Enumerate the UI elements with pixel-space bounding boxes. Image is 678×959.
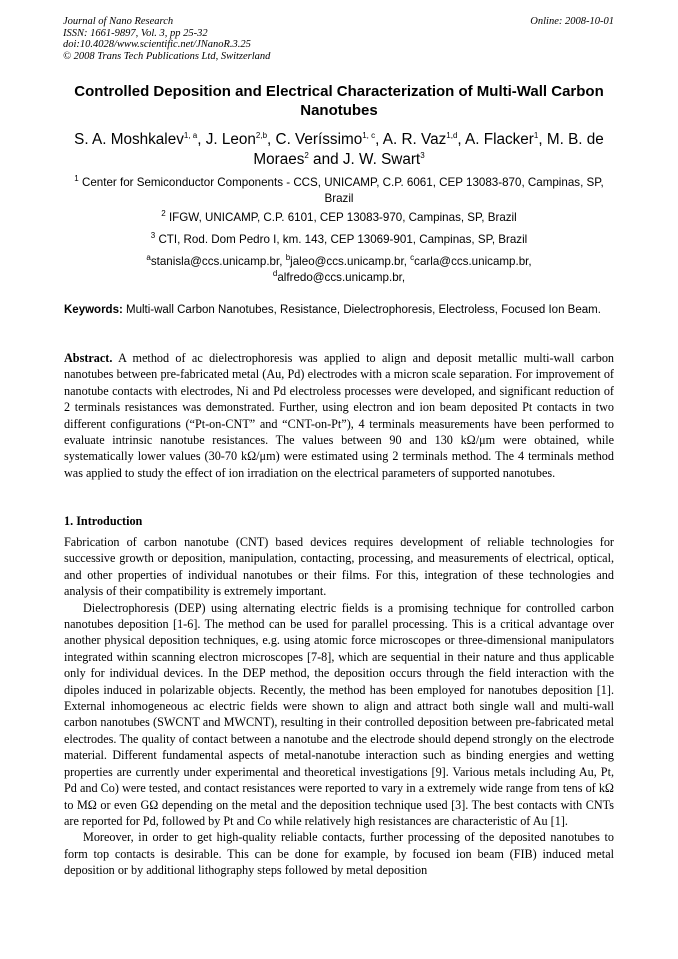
journal-issn: ISSN: 1661-9897, Vol. 3, pp 25-32 [63, 27, 208, 39]
keywords-text: Multi-wall Carbon Nanotubes, Resistance, Dielectrophoresis, Electroless, Focused Ion Beam. [126, 304, 601, 316]
journal-copyright: © 2008 Trans Tech Publications Ltd, Switzerland [63, 50, 271, 62]
paragraph: Dielectrophoresis (DEP) using alternating electric fields is a promising technique for controlled carbon nanotubes deposition [1-6]. The method can be used for parallel processing. This is a critical advantage over another physical deposition techniques, e.g. using atomic force microscopes or three-dimensional manipulators integrated within scanning electron microscopes [7-8], which are sequential in their nature and thus applicable only for individual devices. In the DEP method, the deposition occurs through the field interaction with the dipoles induced in polarizable objects. Recently, the method has been employed for nanotubes deposition [1]. External inhomogeneous ac electric fields were shown to align and attract both single wall and multi-wall carbon nanotubes (SWCNT and MWCNT), resulting in their controlled deposition between pre-fabricated metal electrodes. The quality of contact between a nanotube and the electrode should depend strongly on the electrode material. Different fundamental aspects of metal-nanotube interaction such as binding energies and wetting properties are currently under experimental and theoretical investigations [9]. Various metals including Au, Pt, Pd and Co) were tested, and contact resistances were reported to vary in a extremely wide range from tens of kΩ to MΩ or even GΩ depending on the metal and the deposition technique used [3]. The best contacts with CNTs are reported for Pd, followed by Pt and Co while relatively high resistances are characteristic of Au [1]. [64, 600, 614, 828]
email-link[interactable]: jaleo@ccs.unicamp.br, [290, 255, 411, 268]
keywords-label: Keywords: [64, 304, 123, 316]
abstract-text: A method of ac dielectrophoresis was applied to align and deposit metallic multi-wall carbon nanotubes between pre-fabricated metal (Au, Pd) electrodes with a micron scale separation. For improvement of nanotube contacts with electrodes, Ni and Pd electroless processes were developed, and significant reduction of 2 terminals resistances was demonstrated. Further, using electron and ion beam deposited Pt contacts in two different configurations (“Pt-on-CNT” and “CNT-on-Pt”), 4 terminals measurements have been performed to evaluate intrinsic nanotube resistances. The values between 90 and 130 kΩ/μm were obtained, while systematically lower values (30-70 kΩ/μm) were estimated using 2 terminals method. The 4 terminals method was applied to study the effect of ion irradiation on the electrical parameters of supported nanotubes. [64, 351, 615, 480]
author: A. R. Vaz$^{1,d}$, [382, 130, 466, 148]
journal-doi: doi:10.4028/www.scientific.net/JNanoR.3.25 [63, 39, 251, 51]
email-link[interactable]: alfredo@ccs.unicamp.br, [277, 270, 406, 284]
author: S. A. Moshkalev$^{1, a}$, [74, 130, 206, 148]
section-heading: 1. Introduction [64, 514, 143, 528]
author: A. Flacker$^1$, [465, 130, 547, 148]
author: J. W. Swart$^3$ [342, 150, 425, 168]
abstract [64, 350, 614, 481]
introduction-body [64, 534, 614, 879]
keywords [64, 303, 614, 318]
paragraph: Moreover, in order to get high-quality reliable contacts, further processing of the deposited nanotubes to form top contacts is desirable. This can be done for example, by focused ion beam (FIB) induced metal deposition or by additional lithography steps followed by metal deposition [64, 830, 614, 878]
author: C. Veríssimo$^{1, c}$, [275, 130, 383, 148]
email-list: $^a$stanisla@ccs.unicamp.br, $^b$jaleo@ccs.unicamp.br, $^c$carla@ccs.unicamp.br, $^d$alfredo@ccs.unicamp.br, [146, 253, 532, 284]
affiliation-1: $^1$ Center for Semiconductor Components - CCS, UNICAMP, C.P. 6061, CEP 13083-870, Campinas, SP, Brazil [74, 174, 604, 205]
online-date: Online: 2008-10-01 [530, 16, 614, 27]
author: J. Leon$^{2,b}$, [205, 130, 276, 148]
affiliation-3: $^3$ CTI, Rod. Dom Pedro I, km. 143, CEP 13069-901, Campinas, SP, Brazil [150, 231, 528, 246]
author-list [64, 130, 614, 170]
email-link[interactable]: carla@ccs.unicamp.br, [414, 255, 532, 268]
affiliation-2: $^2$ IFGW, UNICAMP, C.P. 6101, CEP 13083-970, Campinas, SP, Brazil [161, 209, 517, 224]
journal-name: Journal of Nano Research [63, 16, 174, 27]
paper-title: Controlled Deposition and Electrical Characterization of Multi-Wall Carbon Nanotubes [74, 83, 604, 119]
journal-header [63, 16, 270, 62]
abstract-label: Abstract. [64, 351, 113, 365]
email-link[interactable]: stanisla@ccs.unicamp.br, [150, 255, 286, 268]
author: M. B. de Moraes$^2$ and [253, 131, 604, 168]
paragraph: Fabrication of carbon nanotube (CNT) based devices requires development of reliable technologies for successive growth or deposition, manipulation, contacting, processing, and measurements of electrical, optical, and other properties of individual nanotubes or their films. For this, integration of these technologies and analysis of their compatibility is extremely important. [64, 535, 614, 599]
